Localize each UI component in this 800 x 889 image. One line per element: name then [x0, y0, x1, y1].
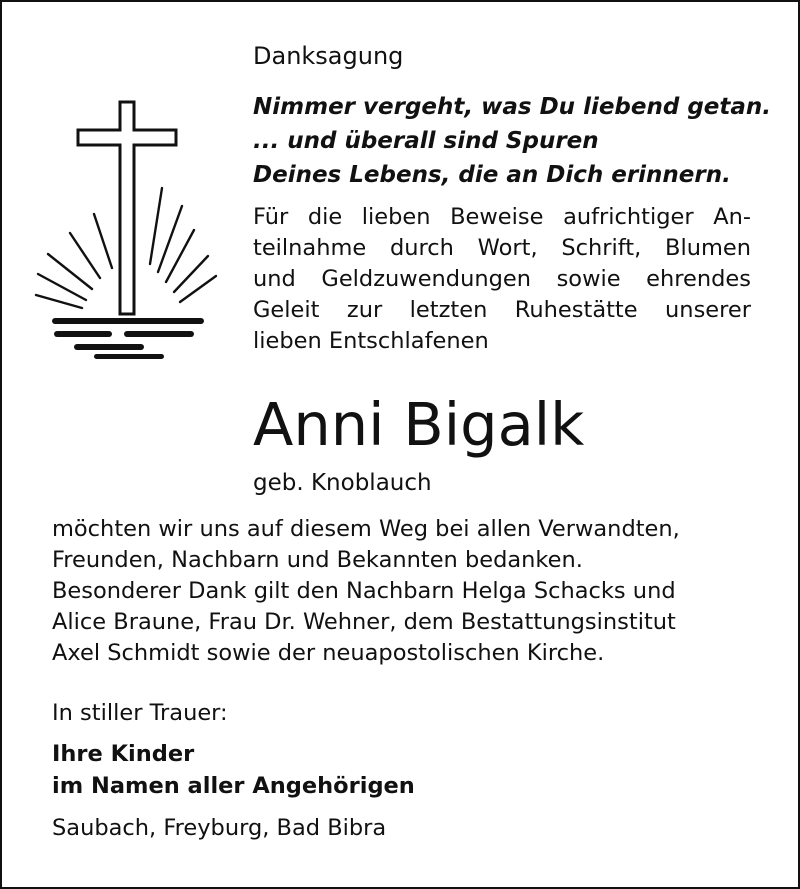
body-text — [52, 514, 680, 669]
body-line: Axel Schmidt sowie der neuapostolischen Kirche. — [52, 640, 605, 666]
intro-line: Für die lieben Beweise aufrichtiger An- — [253, 204, 751, 230]
signatory-line: Ihre Kinder — [52, 741, 195, 767]
cross-over-water-icon — [34, 96, 224, 366]
motto — [253, 90, 771, 192]
deceased-name: Anni Bigalk — [253, 390, 585, 459]
intro-text — [253, 202, 751, 357]
intro-line: und Geldzuwendungen sowie ehrendes — [253, 266, 751, 292]
motto-line: ... und überall sind Spuren — [253, 128, 599, 154]
intro-line: Geleit zur letzten Ruhestätte unserer — [253, 297, 751, 323]
body-line: möchten wir uns auf diesem Weg bei allen Verwandten, — [52, 516, 680, 542]
mourning-line: In stiller Trauer: — [52, 700, 228, 726]
motto-line: Deines Lebens, die an Dich erinnern. — [253, 162, 731, 188]
signatories — [52, 738, 415, 802]
intro-line: lieben Entschlafenen — [253, 328, 489, 354]
body-line: Alice Braune, Frau Dr. Wehner, dem Bestattungsinstitut — [52, 609, 676, 635]
birth-name: geb. Knoblauch — [253, 470, 432, 496]
motto-line: Nimmer vergeht, was Du liebend getan. — [253, 94, 772, 120]
body-line: Freunden, Nachbarn und Bekannten bedanken. — [52, 547, 583, 573]
heading: Danksagung — [253, 42, 404, 70]
intro-line: teilnahme durch Wort, Schrift, Blumen — [253, 235, 751, 261]
signatory-line: im Namen aller Angehörigen — [52, 773, 415, 799]
places: Saubach, Freyburg, Bad Bibra — [52, 815, 387, 841]
body-line: Besonderer Dank gilt den Nachbarn Helga Schacks und — [52, 578, 676, 604]
